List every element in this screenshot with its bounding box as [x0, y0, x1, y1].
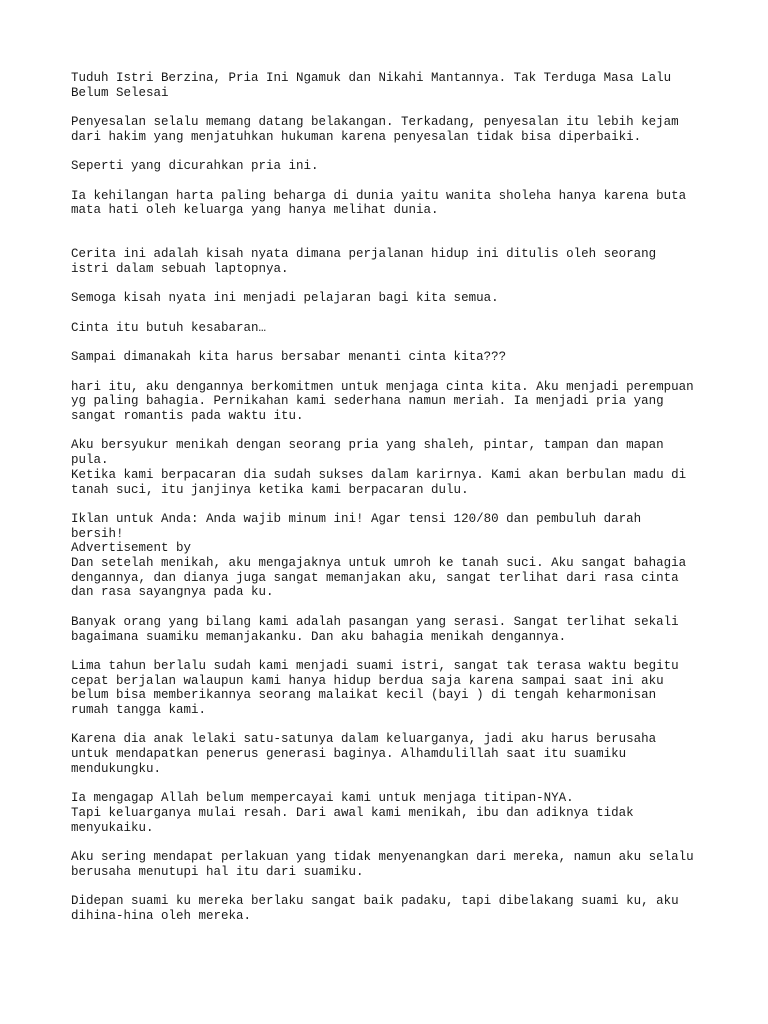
document-page [71, 71, 711, 924]
paragraph-6: Cinta itu butuh kesabaran… [71, 320, 267, 335]
paragraph-9: Aku bersyukur menikah dengan seorang pria yang shaleh, pintar, tampan dan mapan pula. Ketika kami berpacaran dia sudah sukses dalam karirnya. Kami akan berbulan madu di tanah suci, itu janjinya ketika kami berpacaran dulu. [71, 438, 687, 497]
paragraph-3: Ia kehilangan harta paling beharga di dunia yaitu wanita sholeha hanya karena buta mata hati oleh keluarga yang hanya melihat dunia. [71, 188, 687, 218]
paragraph-5: Semoga kisah nyata ini menjadi pelajaran bagi kita semua. [71, 291, 499, 306]
document-title: Tuduh Istri Berzina, Pria Ini Ngamuk dan Nikahi Mantannya. Tak Terduga Masa Lalu Belum Selesai [71, 71, 672, 100]
paragraph-8: hari itu, aku dengannya berkomitmen untuk menjaga cinta kita. Aku menjadi perempuan yg paling bahagia. Pernikahan kami sederhana namun meriah. Ia menjadi pria yang sangat romantis pada waktu itu. [71, 379, 694, 424]
paragraph-10-advertisement: Iklan untuk Anda: Anda wajib minum ini! Agar tensi 120/80 dan pembuluh darah bersih! Advertisement by Dan setelah menikah, aku mengajaknya untuk umroh ke tanah suci. Aku sangat bahagia dengannya, dan dianya juga sangat memanjakan aku, sangat terlihat dari rasa cinta dan rasa sayangnya pada ku. [71, 511, 687, 600]
paragraph-13: Karena dia anak lelaki satu-satunya dalam keluarganya, jadi aku harus berusaha untuk mendapatkan penerus generasi baginya. Alhamdulillah saat itu suamiku mendukungku. [71, 732, 657, 776]
paragraph-1: Penyesalan selalu memang datang belakangan. Terkadang, penyesalan itu lebih kejam dari hakim yang menjatuhkan hukuman karena penyesalan tidak bisa diperbaiki. [71, 115, 679, 144]
paragraph-7: Sampai dimanakah kita harus bersabar menanti cinta kita??? [71, 350, 507, 365]
paragraph-16: Didepan suami ku mereka berlaku sangat baik padaku, tapi dibelakang suami ku, aku dihina-hina oleh mereka. [71, 894, 679, 923]
paragraph-4: Cerita ini adalah kisah nyata dimana perjalanan hidup ini ditulis oleh seorang istri dalam sebuah laptopnya. [71, 247, 657, 277]
paragraph-2: Seperti yang dicurahkan pria ini. [71, 159, 319, 174]
paragraph-11: Banyak orang yang bilang kami adalah pasangan yang serasi. Sangat terlihat sekali bagaimana suamiku memanjakanku. Dan aku bahagia menikah dengannya. [71, 614, 679, 644]
paragraph-14: Ia mengagap Allah belum mempercayai kami untuk menjaga titipan-NYA. Tapi keluarganya mulai resah. Dari awal kami menikah, ibu dan adiknya tidak menyukaiku. [71, 791, 634, 835]
paragraph-12: Lima tahun berlalu sudah kami menjadi suami istri, sangat tak terasa waktu begitu cepat berjalan walaupun kami hanya hidup berdua saja karena sampai saat ini aku belum bisa memberikannya seorang malaikat kecil (bayi ) di tengah keharmonisan rumah tangga kami. [71, 658, 679, 718]
paragraph-15: Aku sering mendapat perlakuan yang tidak menyenangkan dari mereka, namun aku selalu berusaha menutupi hal itu dari suamiku. [71, 850, 694, 879]
